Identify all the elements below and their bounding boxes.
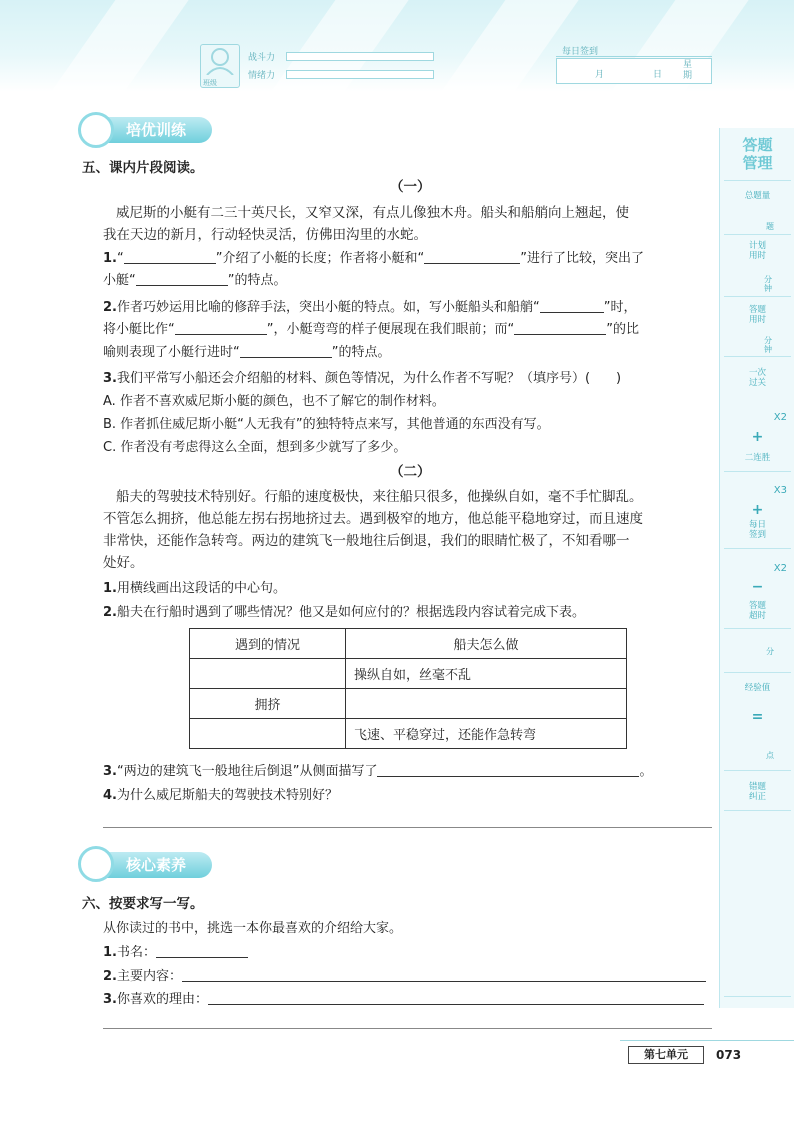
q7-text: 为什么威尼斯船夫的驾驶技术特别好？	[116, 788, 338, 803]
daily-sign-box[interactable]	[556, 58, 712, 84]
question-number: 3.	[103, 764, 117, 779]
class-label: 班级	[203, 79, 217, 87]
passage2-line: 不管怎么拥挤，他总能左拐右拐地挤过去。遇到极窄的地方，他总能平稳地穿过，而且速度	[103, 511, 643, 527]
sidebar-divider	[724, 628, 791, 629]
q2-text: 喻则表现了小艇行进时“	[103, 345, 240, 360]
equals-icon: =	[751, 709, 764, 725]
q1-text: ”进行了比较，突出了	[520, 251, 644, 266]
sidebar-text: 用时	[748, 251, 766, 261]
overtime-unit: 分	[766, 647, 774, 656]
sidebar-title-line: 管理	[742, 154, 773, 172]
answer-line[interactable]	[103, 1028, 712, 1029]
question-number: 3.	[103, 371, 117, 386]
table-header-cell: 船夫怎么做	[346, 629, 627, 659]
table-header-cell: 遇到的情况	[190, 629, 346, 659]
q5-text: 船夫在行船时遇到了哪些情况？他又是如何应付的？根据选段内容试着完成下表。	[116, 605, 585, 620]
sidebar-divider	[724, 770, 791, 771]
item-label: 主要内容：	[116, 969, 182, 984]
main-content-blank[interactable]	[182, 968, 706, 982]
option-c[interactable]: C. 作者没有考虑得这么全面，想到多少就写了多少。	[103, 440, 407, 455]
passage2-line: 船夫的驾驶技术特别好。行船的速度极快，来往船只很多，他操纵自如，毫不手忙脚乱。	[116, 489, 643, 505]
answer-blank[interactable]	[514, 321, 606, 335]
q2-text: ”的特点。	[331, 345, 391, 360]
part2-title: （二）	[390, 464, 431, 480]
question-1-cont	[103, 272, 287, 290]
weekday-label-2: 期	[683, 71, 693, 81]
q1-text: ”介绍了小艇的长度；作者将小艇和“	[215, 251, 425, 266]
q6-text: 。	[639, 764, 653, 779]
sidebar-text: 过关	[748, 378, 766, 388]
multiplier: X3	[773, 485, 787, 496]
experience-label: 经验值	[744, 683, 771, 693]
question-number: 4.	[103, 788, 117, 803]
sidebar-text: 答题	[748, 601, 766, 611]
sidebar-divider	[724, 996, 791, 997]
q1-text: “	[116, 251, 124, 266]
table-cell-input[interactable]	[190, 719, 346, 749]
item-main-content	[103, 968, 706, 986]
wrong-fix-label	[720, 782, 794, 802]
fight-label: 战斗力	[248, 53, 276, 63]
sidebar-divider	[724, 471, 791, 472]
section5-badge-label: 培优训练	[126, 121, 187, 139]
question-6	[103, 763, 652, 781]
header-stripe	[28, 0, 192, 92]
plus-icon: +	[751, 429, 764, 445]
question-3	[103, 370, 621, 388]
sign-title: 每日签到	[562, 47, 599, 57]
sidebar-text: 纠正	[748, 792, 766, 802]
lightbulb-icon	[78, 846, 114, 882]
plan-time-label	[720, 241, 794, 261]
sidebar-text: 一次	[748, 368, 766, 378]
question-2-cont	[103, 344, 391, 362]
sidebar-divider	[724, 672, 791, 673]
sidebar-divider	[724, 234, 791, 235]
daily-sign-label	[720, 520, 794, 540]
part1-title: （一）	[390, 179, 431, 195]
question-5	[103, 604, 585, 622]
sidebar-text: 签到	[748, 530, 766, 540]
item-book-name	[103, 944, 248, 962]
question-number: 2.	[103, 605, 117, 620]
answer-time-label	[720, 305, 794, 325]
answer-blank[interactable]	[136, 272, 228, 286]
sidebar-text: 错题	[748, 782, 766, 792]
question-number: 1.	[103, 581, 117, 596]
question-2	[103, 299, 636, 317]
q2-text: ”，小艇弯弯的样子便展现在我们眼前；而“	[266, 322, 515, 337]
fight-bar	[286, 52, 434, 61]
table-cell: 飞速、平稳穿过，还能作急转弯	[346, 719, 627, 749]
table-header-row	[190, 629, 627, 659]
question-2-cont	[103, 321, 639, 339]
answer-table	[189, 628, 627, 749]
passage2-line: 处好。	[103, 555, 144, 571]
answer-blank[interactable]	[377, 763, 639, 777]
question-7	[103, 787, 338, 805]
item-label: 你喜欢的理由：	[116, 992, 208, 1007]
sidebar-divider	[724, 296, 791, 297]
multiplier: X2	[773, 563, 787, 574]
table-cell: 操纵自如，丝毫不乱	[346, 659, 627, 689]
sidebar-divider	[724, 548, 791, 549]
unit-label: 第七单元	[628, 1046, 704, 1064]
pass-once-label	[720, 368, 794, 388]
day-label: 日	[653, 70, 663, 80]
section6-badge-label: 核心素养	[126, 856, 187, 874]
table-row	[190, 719, 627, 749]
section5-heading: 五、课内片段阅读。	[82, 160, 204, 176]
sidebar-title-line: 答题	[742, 136, 773, 154]
section6-intro: 从你读过的书中，挑选一本你最喜欢的介绍给大家。	[103, 921, 403, 936]
total-questions-label: 总题量	[744, 191, 771, 201]
table-cell-input[interactable]	[346, 689, 627, 719]
passage1-line: 我在天边的新月，行动轻快灵活，仿佛田沟里的水蛇。	[103, 227, 427, 243]
sidebar-divider	[724, 356, 791, 357]
q2-text: 将小艇比作“	[103, 322, 175, 337]
book-name-blank[interactable]	[156, 944, 248, 958]
q2-text: 作者巧妙运用比喻的修辞手法，突出小艇的特点。如，写小艇船头和船艄“	[116, 300, 540, 315]
section6-heading: 六、按要求写一写。	[82, 896, 204, 912]
table-row	[190, 659, 627, 689]
sidebar-divider	[724, 180, 791, 181]
table-row	[190, 689, 627, 719]
reason-blank[interactable]	[208, 991, 704, 1005]
q6-text: “两边的建筑飞一般地往后倒退”从侧面描写了	[116, 764, 378, 779]
answer-blank[interactable]	[540, 299, 604, 313]
answer-blank[interactable]	[424, 250, 520, 264]
passage1-line: 威尼斯的小艇有二三十英尺长，又窄又深，有点儿像独木舟。船头和船艄向上翘起，使	[116, 205, 629, 221]
question-1	[103, 250, 644, 268]
total-questions-unit: 题	[766, 222, 774, 231]
sidebar-title	[720, 136, 794, 172]
answer-line[interactable]	[103, 827, 712, 828]
emotion-bar	[286, 70, 434, 79]
answer-blank[interactable]	[175, 321, 267, 335]
sidebar-text: 计划	[748, 241, 766, 251]
answer-blank[interactable]	[240, 344, 332, 358]
table-cell: 拥挤	[190, 689, 346, 719]
q3-text: 我们平常写小船还会介绍船的材料、颜色等情况，为什么作者不写呢？（填序号）( )	[116, 371, 622, 386]
answer-time-unit: 分钟	[764, 336, 772, 354]
answer-management-sidebar	[719, 128, 794, 1008]
question-number: 2.	[103, 969, 117, 984]
sidebar-text: 答题	[748, 305, 766, 315]
weekday-label-1: 星	[683, 60, 693, 70]
points-unit: 点	[766, 751, 774, 760]
option-b[interactable]: B. 作者抓住威尼斯小艇“人无我有”的独特特点来写，其他普通的东西没有写。	[103, 417, 550, 432]
multiplier: X2	[773, 412, 787, 423]
emotion-label: 情绪力	[248, 71, 276, 81]
page-number: 073	[716, 1048, 742, 1062]
sidebar-text: 每日	[748, 520, 766, 530]
q4-text: 用横线画出这段话的中心句。	[116, 581, 286, 596]
minus-icon: −	[751, 579, 764, 595]
question-number: 1.	[103, 945, 117, 960]
q2-text: ”时，	[603, 300, 637, 315]
sidebar-text: 超时	[748, 611, 766, 621]
footer-line	[620, 1040, 794, 1041]
q1-text: ”的特点。	[227, 273, 287, 288]
overtime-label	[720, 601, 794, 621]
plan-time-unit: 分钟	[764, 275, 772, 293]
month-label: 月	[595, 70, 605, 80]
item-reason	[103, 991, 704, 1009]
question-number: 3.	[103, 992, 117, 1007]
sidebar-divider	[724, 810, 791, 811]
option-a[interactable]: A. 作者不喜欢威尼斯小艇的颜色，也不了解它的制作材料。	[103, 394, 445, 409]
answer-blank[interactable]	[124, 250, 216, 264]
q2-text: ”的比	[606, 322, 639, 337]
sign-divider	[556, 56, 712, 57]
question-number: 1.	[103, 251, 117, 266]
q1-text: 小艇“	[103, 273, 136, 288]
sidebar-text: 用时	[748, 315, 766, 325]
question-4	[103, 580, 286, 598]
passage2-line: 非常快，还能作急转弯。两边的建筑飞一般地往后倒退，我们的眼睛忙极了，不知看哪一	[103, 533, 630, 549]
avatar-icon	[201, 45, 239, 75]
question-number: 2.	[103, 300, 117, 315]
combo-label: 二连胜	[744, 453, 771, 463]
plus-icon: +	[751, 502, 764, 518]
table-cell-input[interactable]	[190, 659, 346, 689]
item-label: 书名：	[116, 945, 156, 960]
mascot-icon	[78, 112, 114, 148]
